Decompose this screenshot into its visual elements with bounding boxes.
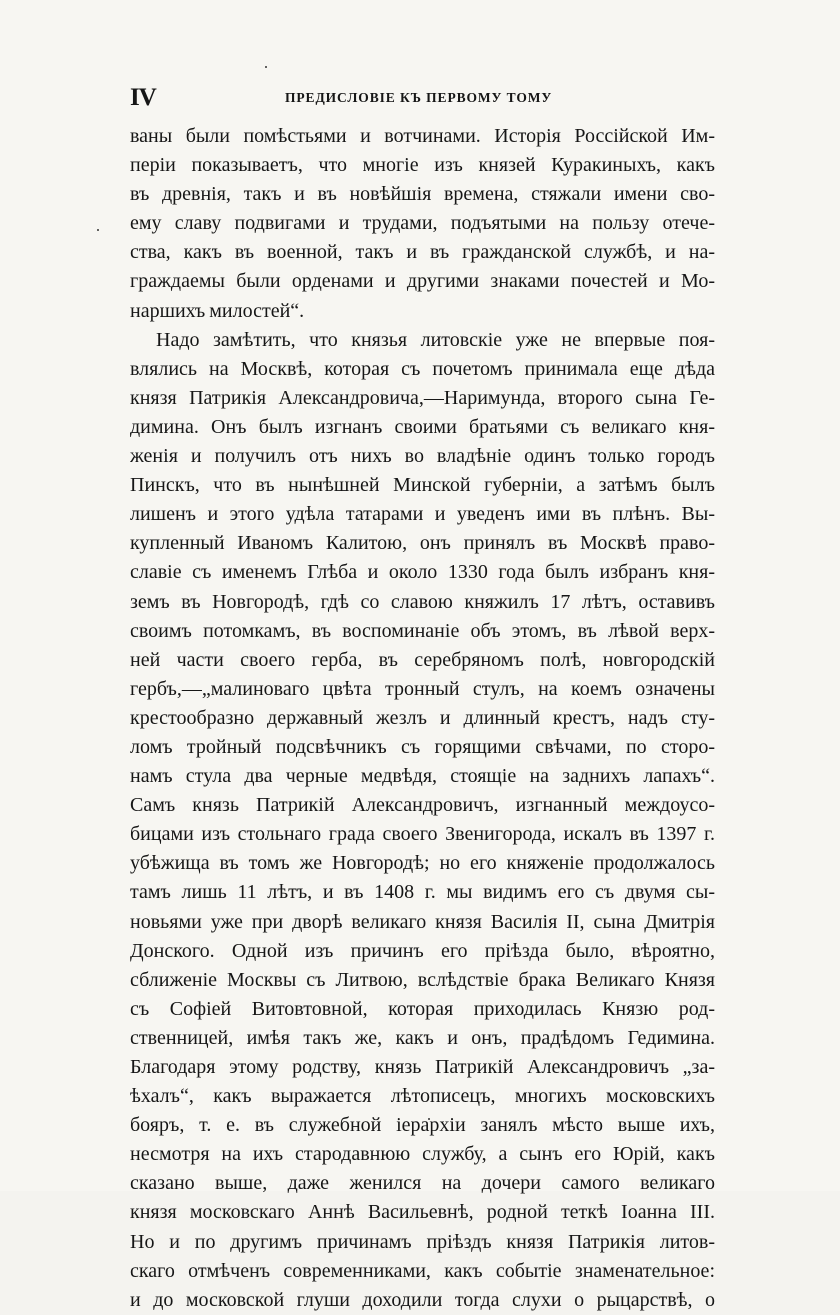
text-line: Самъ князь Патрикій Александровичъ, изгнанный междоусо-	[130, 794, 715, 817]
running-title: ПРЕДИСЛОВІЕ КЪ ПЕРВОМУ ТОМУ	[285, 90, 553, 105]
text-line: тамъ лишь 11 лѣтъ, и въ 1408 г. мы видимъ его съ двумя сы-	[130, 881, 715, 904]
text-line: Благодаря этому родству, князь Патрикій Александровичъ „за-	[130, 1056, 715, 1078]
body-text	[130, 122, 715, 1315]
paragraph-1	[130, 122, 715, 326]
text-line: Надо замѣтить, что князья литовскіе уже не впервые поя-	[156, 328, 715, 351]
text-line: князя московскаго Аннѣ Васильевнѣ, родной теткѣ Іоанна III.	[130, 1201, 715, 1224]
text-line: намъ стула два черные медвѣдя, стоящіе на заднихъ лапахъ“.	[130, 765, 715, 788]
paragraph-2	[130, 326, 715, 1315]
text-line: князя Патрикія Александровича,—Наримунда, второго сына Ге-	[130, 386, 715, 409]
text-line: ему славу подвигами и трудами, подъятыми на пользу отече-	[130, 212, 715, 235]
text-line: новьями уже при дворѣ великаго князя Василія II, сына Дмитрія	[130, 910, 715, 933]
text-line: несмотря на ихъ стародавнюю службу, а сынъ его Юрій, какъ	[130, 1143, 715, 1166]
text-line: ней части своего герба, въ серебряномъ полѣ, новгородскій	[130, 648, 715, 671]
text-line: ственницей, имѣя такъ же, какъ и онъ, прадѣдомъ Гедимина.	[130, 1026, 715, 1049]
text-line: убѣжища въ томъ же Новгородѣ; но его княженіе продолжалось	[130, 852, 715, 875]
text-line: лишенъ и этого удѣла татарами и уведенъ ими въ плѣнъ. Вы-	[130, 503, 715, 526]
text-line: димина. Онъ былъ изгнанъ своими братьями съ великаго кня-	[130, 415, 715, 438]
text-line: ѣхалъ“, какъ выражается лѣтописецъ, многихъ московскихъ	[130, 1085, 715, 1108]
text-line: купленный Иваномъ Калитою, онъ принялъ въ Москвѣ право-	[130, 532, 715, 555]
text-line: ства, какъ въ военной, такъ и въ гражданской службѣ, и на-	[130, 241, 715, 264]
text-line: земъ въ Новгородѣ, гдѣ со славою княжилъ 17 лѣтъ, оставивъ	[130, 590, 715, 613]
text-line: ваны были помѣстьями и вотчинами. Исторія Россійской Им-	[130, 125, 715, 147]
print-speck	[97, 229, 99, 231]
text-line: крестообразно державный жезлъ и длинный крестъ, надъ сту-	[130, 706, 715, 729]
text-line: Пинскъ, что въ нынѣшней Минской губерніи, а затѣмъ былъ	[130, 474, 715, 497]
text-line: гербъ,—„малиноваго цвѣта тронный стулъ, на коемъ означены	[130, 677, 715, 700]
text-line: съ Софіей Витовтовной, которая приходилась Князю род-	[130, 997, 715, 1020]
text-line: женія и получилъ отъ нихъ во владѣніе одинъ только городъ	[130, 445, 715, 468]
print-speck	[265, 66, 267, 68]
text-line: Но и по другимъ причинамъ пріѣздъ князя Патрикія литов-	[130, 1230, 715, 1253]
text-line: наршихъ милостей“.	[130, 299, 305, 322]
text-line: скаго отмѣченъ современниками, какъ событіе знаменательное:	[130, 1259, 715, 1282]
text-line: Донского. Одной изъ причинъ его пріѣзда было, вѣроятно,	[130, 939, 715, 962]
text-line: бояръ, т. е. въ служебной іерархіи занялъ мѣсто выше ихъ,	[130, 1114, 715, 1137]
text-line: влялись на Москвѣ, которая съ почетомъ принимала еще дѣда	[130, 357, 715, 380]
text-line: ломъ тройный подсвѣчникъ съ горящими свѣчами, по сторо-	[130, 735, 715, 758]
text-line: бицами изъ стольнаго града своего Звенигорода, искалъ въ 1397 г.	[130, 823, 715, 846]
text-line: и до московской глуши доходили тогда слухи о рыцарствѣ, о	[130, 1288, 715, 1311]
text-line: сказано выше, даже женился на дочери самого великаго	[130, 1172, 715, 1195]
page-header	[130, 84, 715, 110]
text-line: славіе съ именемъ Глѣба и около 1330 года былъ избранъ кня-	[130, 561, 715, 584]
text-line: своимъ потомкамъ, въ воспоминаніе объ этомъ, въ лѣвой верх-	[130, 619, 715, 642]
text-line: сближеніе Москвы съ Литвою, вслѣдствіе брака Великаго Князя	[130, 968, 715, 991]
text-line: граждаемы были орденами и другими знаками почестей и Мо-	[130, 270, 715, 293]
text-line: въ древнія, такъ и въ новѣйшія времена, стяжали имени сво-	[130, 183, 715, 206]
text-line: періи показываетъ, что многіе изъ князей Куракиныхъ, какъ	[130, 154, 715, 177]
page-number: IV	[130, 84, 156, 111]
